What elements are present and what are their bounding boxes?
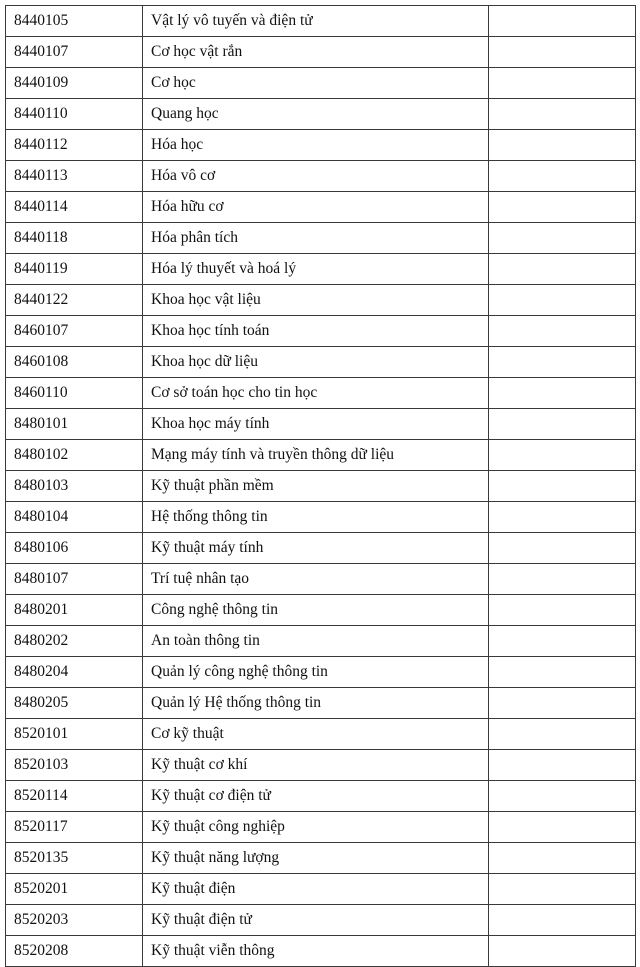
extra-cell [489, 626, 636, 657]
extra-cell [489, 750, 636, 781]
program-code-cell: 8440112 [6, 130, 143, 161]
program-code-cell: 8520203 [6, 905, 143, 936]
document-page [5, 5, 635, 967]
program-code-cell: 8480103 [6, 471, 143, 502]
extra-cell [489, 812, 636, 843]
program-code-cell: 8520103 [6, 750, 143, 781]
program-code-cell: 8520208 [6, 936, 143, 967]
extra-cell [489, 223, 636, 254]
table-row [6, 378, 636, 409]
program-name-cell: Khoa học tính toán [143, 316, 489, 347]
extra-cell [489, 378, 636, 409]
table-row [6, 68, 636, 99]
extra-cell [489, 502, 636, 533]
program-code-cell: 8460110 [6, 378, 143, 409]
program-code-cell: 8520135 [6, 843, 143, 874]
program-code-cell: 8440118 [6, 223, 143, 254]
table-row [6, 874, 636, 905]
program-name-cell: Hóa phân tích [143, 223, 489, 254]
extra-cell [489, 99, 636, 130]
program-name-cell: Quản lý Hệ thống thông tin [143, 688, 489, 719]
program-name-cell: Kỹ thuật viễn thông [143, 936, 489, 967]
extra-cell [489, 533, 636, 564]
program-code-cell: 8440113 [6, 161, 143, 192]
table-row [6, 192, 636, 223]
program-name-cell: Hóa lý thuyết và hoá lý [143, 254, 489, 285]
table-row [6, 316, 636, 347]
extra-cell [489, 347, 636, 378]
program-code-cell: 8440119 [6, 254, 143, 285]
table-row [6, 595, 636, 626]
program-code-cell: 8480202 [6, 626, 143, 657]
extra-cell [489, 130, 636, 161]
program-name-cell: Cơ học vật rắn [143, 37, 489, 68]
extra-cell [489, 471, 636, 502]
table-row [6, 843, 636, 874]
program-code-table [5, 5, 636, 967]
table-row [6, 37, 636, 68]
table-row [6, 936, 636, 967]
extra-cell [489, 68, 636, 99]
table-row [6, 130, 636, 161]
extra-cell [489, 285, 636, 316]
program-code-cell: 8480204 [6, 657, 143, 688]
program-code-cell: 8520101 [6, 719, 143, 750]
program-name-cell: Hóa học [143, 130, 489, 161]
table-row [6, 688, 636, 719]
program-name-cell: Kỹ thuật phần mềm [143, 471, 489, 502]
extra-cell [489, 37, 636, 68]
table-row [6, 440, 636, 471]
extra-cell [489, 254, 636, 285]
extra-cell [489, 192, 636, 223]
program-name-cell: Kỹ thuật công nghiệp [143, 812, 489, 843]
program-name-cell: Kỹ thuật cơ khí [143, 750, 489, 781]
table-row [6, 750, 636, 781]
program-code-cell: 8480102 [6, 440, 143, 471]
extra-cell [489, 316, 636, 347]
program-name-cell: Vật lý vô tuyến và điện tử [143, 6, 489, 37]
table-row [6, 781, 636, 812]
extra-cell [489, 161, 636, 192]
program-code-cell: 8480201 [6, 595, 143, 626]
table-row [6, 285, 636, 316]
extra-cell [489, 688, 636, 719]
table-row [6, 905, 636, 936]
table-row [6, 99, 636, 130]
extra-cell [489, 409, 636, 440]
table-body [6, 6, 636, 967]
table-row [6, 471, 636, 502]
extra-cell [489, 905, 636, 936]
table-row [6, 161, 636, 192]
program-name-cell: Kỹ thuật máy tính [143, 533, 489, 564]
extra-cell [489, 657, 636, 688]
program-code-cell: 8440107 [6, 37, 143, 68]
program-name-cell: Quang học [143, 99, 489, 130]
table-row [6, 6, 636, 37]
table-row [6, 626, 636, 657]
program-code-cell: 8440122 [6, 285, 143, 316]
program-name-cell: Hóa vô cơ [143, 161, 489, 192]
program-name-cell: Cơ sở toán học cho tin học [143, 378, 489, 409]
program-code-cell: 8460107 [6, 316, 143, 347]
table-row [6, 347, 636, 378]
table-row [6, 223, 636, 254]
program-name-cell: Mạng máy tính và truyền thông dữ liệu [143, 440, 489, 471]
program-name-cell: Cơ học [143, 68, 489, 99]
extra-cell [489, 781, 636, 812]
program-code-cell: 8440109 [6, 68, 143, 99]
table-row [6, 564, 636, 595]
table-row [6, 502, 636, 533]
program-name-cell: Kỹ thuật cơ điện tử [143, 781, 489, 812]
extra-cell [489, 874, 636, 905]
extra-cell [489, 936, 636, 967]
program-name-cell: Hóa hữu cơ [143, 192, 489, 223]
program-code-cell: 8460108 [6, 347, 143, 378]
program-code-cell: 8440105 [6, 6, 143, 37]
extra-cell [489, 595, 636, 626]
program-code-cell: 8520114 [6, 781, 143, 812]
program-code-cell: 8440110 [6, 99, 143, 130]
program-name-cell: Khoa học máy tính [143, 409, 489, 440]
table-row [6, 719, 636, 750]
table-row [6, 409, 636, 440]
program-name-cell: Kỹ thuật điện [143, 874, 489, 905]
program-code-cell: 8480107 [6, 564, 143, 595]
table-row [6, 533, 636, 564]
program-code-cell: 8520201 [6, 874, 143, 905]
program-code-cell: 8480101 [6, 409, 143, 440]
program-name-cell: Công nghệ thông tin [143, 595, 489, 626]
program-code-cell: 8480104 [6, 502, 143, 533]
extra-cell [489, 719, 636, 750]
program-code-cell: 8440114 [6, 192, 143, 223]
program-name-cell: Trí tuệ nhân tạo [143, 564, 489, 595]
program-name-cell: Kỹ thuật điện tử [143, 905, 489, 936]
program-name-cell: Khoa học dữ liệu [143, 347, 489, 378]
program-name-cell: Quản lý công nghệ thông tin [143, 657, 489, 688]
program-code-cell: 8480106 [6, 533, 143, 564]
program-name-cell: Khoa học vật liệu [143, 285, 489, 316]
program-name-cell: An toàn thông tin [143, 626, 489, 657]
table-row [6, 657, 636, 688]
extra-cell [489, 6, 636, 37]
program-code-cell: 8480205 [6, 688, 143, 719]
program-name-cell: Kỹ thuật năng lượng [143, 843, 489, 874]
extra-cell [489, 564, 636, 595]
table-row [6, 812, 636, 843]
program-name-cell: Hệ thống thông tin [143, 502, 489, 533]
program-name-cell: Cơ kỹ thuật [143, 719, 489, 750]
extra-cell [489, 843, 636, 874]
program-code-cell: 8520117 [6, 812, 143, 843]
table-row [6, 254, 636, 285]
extra-cell [489, 440, 636, 471]
